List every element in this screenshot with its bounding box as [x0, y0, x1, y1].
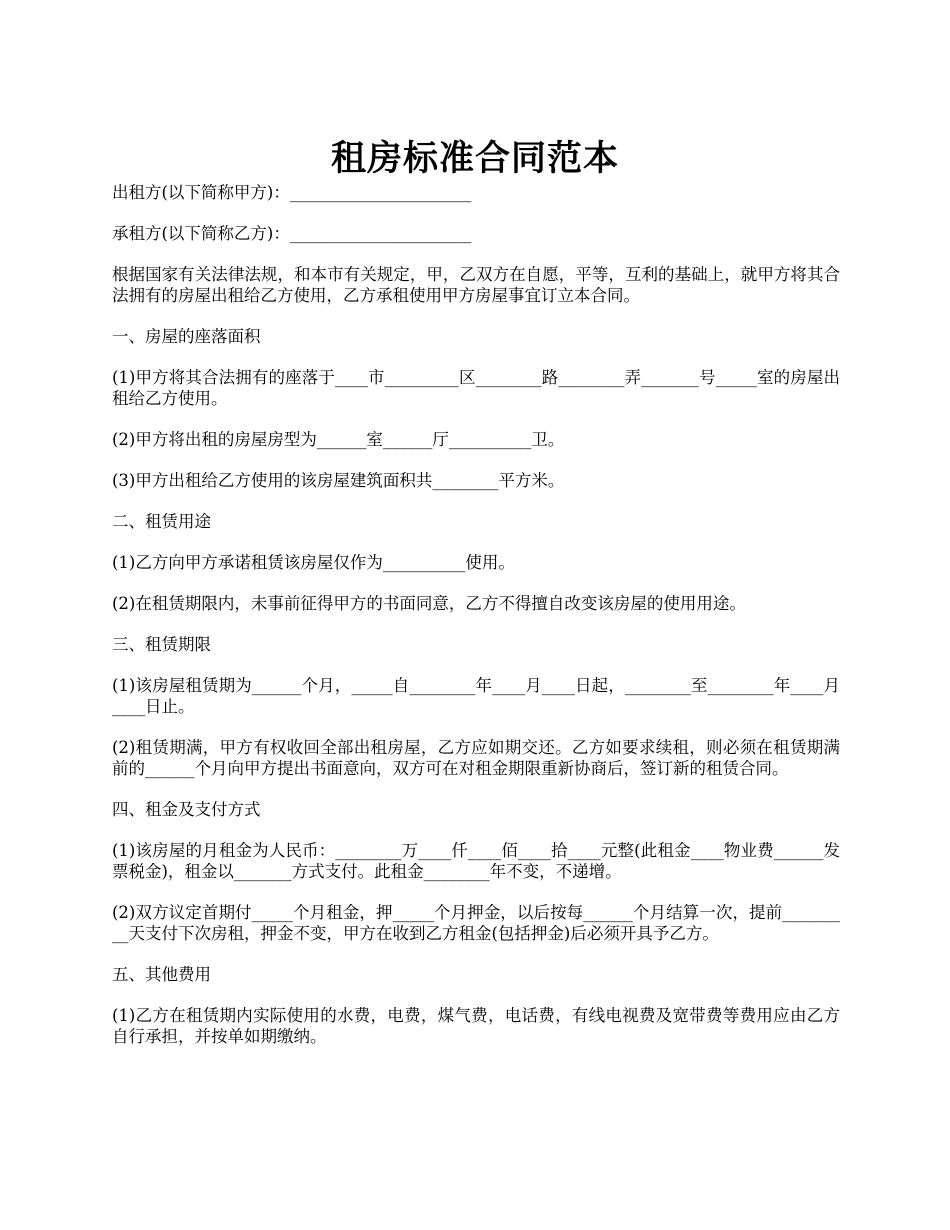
- clause-2-2: (2)在租赁期限内，未事前征得甲方的书面同意，乙方不得擅自改变该房屋的使用用途。: [112, 594, 746, 613]
- clause-1-2: (2)甲方将出租的房屋房型为______室______厅__________卫。: [112, 430, 565, 449]
- section-heading-rent-payment: 四、租金及支付方式: [112, 800, 261, 819]
- clause-3-1: (1)该房屋租赁期为______个月，_____自________年____月____日起，________至________年____月____日止。: [112, 676, 840, 716]
- clause-4-1: (1)该房屋的月租金为人民币：________万____仟____佰____拾____元整(此租金____物业费______发票税金)，租金以_______方式支付。此租金________年不变，不递增。: [112, 841, 840, 881]
- document-title: 租房标准合同范本: [330, 138, 619, 180]
- preamble-paragraph: 根据国家有关法律法规，和本市有关规定，甲，乙双方在自愿，平等，互利的基础上，就甲方将其合法拥有的房屋出租给乙方使用，乙方承租使用甲方房屋事宜订立本合同。: [112, 265, 840, 305]
- section-heading-lease-term: 三、租赁期限: [112, 635, 211, 654]
- section-heading-location-area: 一、房屋的座落面积: [112, 327, 261, 346]
- document-body: [112, 182, 840, 1067]
- lessor-line: 出租方(以下简称甲方)：______________________: [112, 183, 472, 202]
- clause-1-1: (1)甲方将其合法拥有的座落于____市_________区________路________弄_______号_____室的房屋出租给乙方使用。: [112, 368, 840, 408]
- lessee-line: 承租方(以下简称乙方)：______________________: [112, 224, 472, 243]
- clause-5-1: (1)乙方在租赁期内实际使用的水费，电费，煤气费，电话费，有线电视费及宽带费等费用应由乙方自行承担，并按单如期缴纳。: [112, 1006, 840, 1046]
- clause-3-2: (2)租赁期满，甲方有权收回全部出租房屋，乙方应如期交还。乙方如要求续租，则必须在租赁期满前的______个月向甲方提出书面意向，双方可在对租金期限重新协商后，签订新的租赁合同。: [112, 738, 840, 778]
- clause-1-3: (3)甲方出租给乙方使用的该房屋建筑面积共________平方米。: [112, 471, 565, 490]
- section-heading-other-fees: 五、其他费用: [112, 965, 211, 984]
- section-heading-lease-purpose: 二、租赁用途: [112, 512, 211, 531]
- clause-4-2: (2)双方议定首期付_____个月租金，押_____个月押金，以后按每______个月结算一次，提前_________天支付下次房租，押金不变，甲方在收到乙方租金(包括押金)后必须开具予乙方。: [112, 903, 840, 943]
- clause-2-1: (1)乙方向甲方承诺租赁该房屋仅作为__________使用。: [112, 553, 515, 572]
